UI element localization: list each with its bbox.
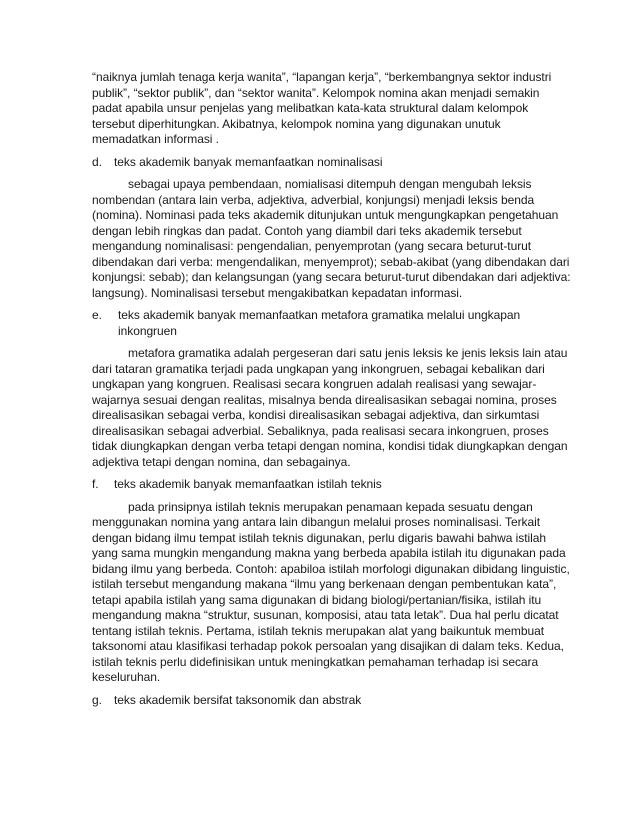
- section-e-title: teks akademik banyak memanfaatkan metafora gramatika melalui ungkapan inkongruen: [118, 308, 521, 338]
- section-g-letter: g.: [92, 692, 102, 707]
- intro-paragraph: “naiknya jumlah tenaga kerja wanita”, “lapangan kerja”, “berkembangnya sektor industri publik”, “sektor publik”, dan “sektor wanita”. Kelompok nomina akan menjadi semakin padat apabila unsur penjelas yang melibatkan kata-kata struktural dalam kelompok tersebut diperhitungkan. Akibatnya, kelompok nomina yang digunakan unutuk memadatkan informasi .: [92, 70, 552, 146]
- section-d-letter: d.: [92, 154, 102, 169]
- section-f-heading: [92, 477, 572, 493]
- section-e-heading: [92, 308, 572, 339]
- section-d-title: teks akademik banyak memanfaatkan nominalisasi: [114, 154, 383, 169]
- section-e-letter: e.: [92, 308, 102, 322]
- section-g-title: teks akademik bersifat taksonomik dan abstrak: [114, 692, 362, 707]
- section-f-title: teks akademik banyak memanfaatkan istilah teknis: [114, 477, 382, 491]
- section-d-body: sebagai upaya pembendaan, nomialisasi ditempuh dengan mengubah leksis nombendan (antara lain verba, adjektiva, adverbial, konjungsi) menjadi leksis benda (nomina). Nominasi pada teks akademik ditunjukan untuk mengungkapkan pengetahuan dengan lebih ringkas dan padat. Contoh yang diambil dari teks akademik tersebut mengandung nominalisasi: pengendalian, penyemprotan (yang secara beturut-turut dibendakan dari verba: mengendalikan, menyemprot); sebab-akibat (yang dibendakan dari konjungsi: sebab); dan kelangsungan (yang secara beturut-turut dibendakan dari adjektiva: langsung). Nominalisasi tersebut mengakibatkan kepadatan informasi.: [92, 177, 571, 300]
- section-d-heading: [92, 155, 572, 171]
- section-f-body: pada prinsipnya istilah teknis merupakan penamaan kepada sesuatu dengan menggunakan nomina yang antara lain dibangun melalui proses nominalisasi. Terkait dengan bidang ilmu tempat istilah teknis digunakan, perlu digaris bawahi bahwa istilah yang sama mungkin mengandung makna yang berbeda apabila istilah itu digunakan pada bidang ilmu yang berbeda. Contoh: apabiloa istilah morfologi digunakan dibidang linguistic, istilah tersebut mengandung makana “ilmu yang berkenaan dengan pembentukan kata”, tetapi apabila istilah yang sama digunakan di bidang biologi/pertanian/fisika, istilah itu mengandung makna “struktur, susunan, komposisi, atau tata letak”. Dua hal perlu dicatat tentang istilah teknis. Pertama, istilah teknis merupakan alat yang baikuntuk membuat taksonomi atau klasifikasi terhadap pokok persoalan yang disajikan di dalam teks. Kedua, istilah teknis perlu didefinisikan untuk meningkatkan pemahaman terhadap isi secara keseluruhan.: [92, 499, 570, 684]
- section-e-body: metafora gramatika adalah pergeseran dari satu jenis leksis ke jenis leksis lain atau dari tataran gramatika terjadi pada ungkapan yang inkongruen, sebagai kebalikan dari ungkapan yang kongruen. Realisasi secara kongruen adalah realisasi yang sewajar-wajarnya sesuai dengan realitas, misalnya benda direalisasikan sebagai nomina, proses direalisasikan sebagai verba, kondisi direalisasikan sebagai adjektiva, dan sirkumtasi direalisasikan sebagai adverbial. Sebaliknya, pada realisasi secara inkongruen, proses tidak diungkapkan dengan verba tetapi dengan nomina, kondisi tidak diungkapkan dengan adjektiva tetapi dengan nomina, dan sebagainya.: [92, 346, 568, 469]
- section-f-letter: f.: [92, 477, 99, 491]
- document-page: [92, 70, 572, 715]
- section-g-heading: [92, 693, 572, 709]
